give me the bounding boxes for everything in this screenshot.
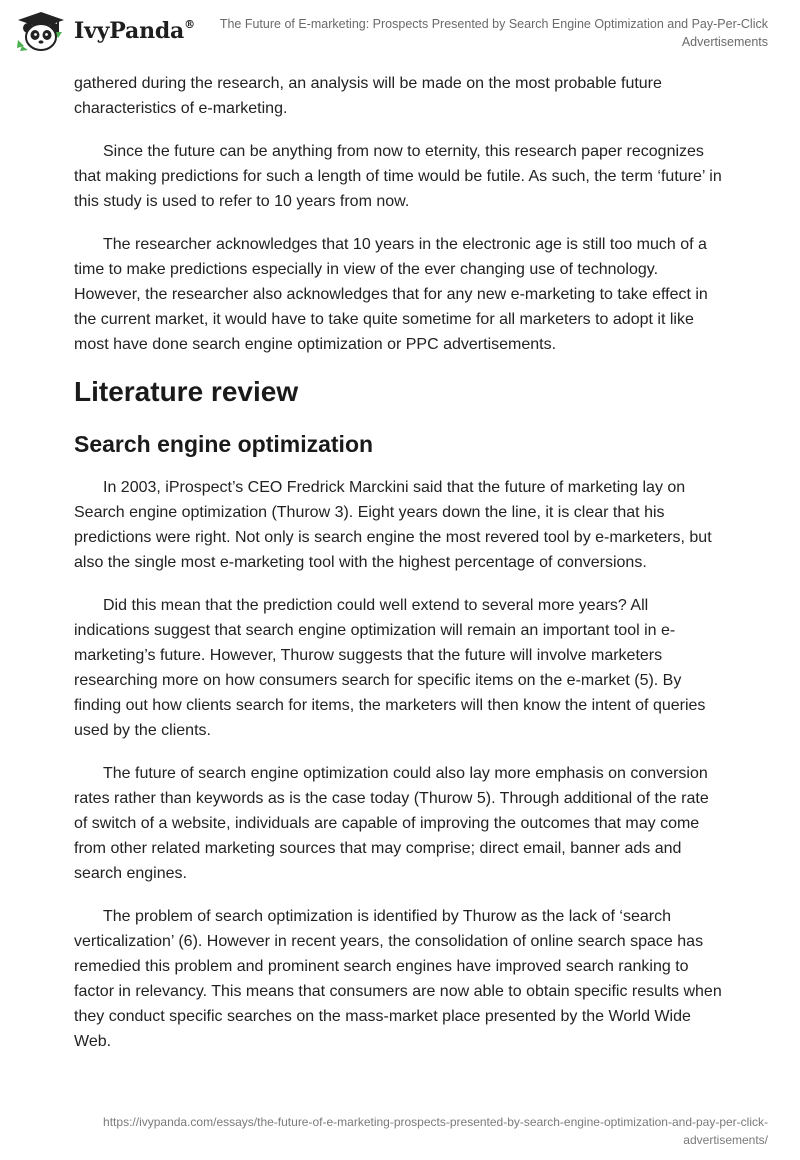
- brand-name: IvyPanda®: [74, 17, 195, 44]
- paragraph-seo-1: In 2003, iProspect’s CEO Fredrick Marckini said that the future of marketing lay on Search engine optimization (Thurow 3). Eight years down the line, it is clear that his predictions were right. Not only is search engine the most revered tool by e-marketers, but also the single most e-marketing tool with the highest percentage of conversions.: [74, 479, 712, 571]
- brand-logo[interactable]: [14, 10, 195, 52]
- heading-search-engine-optimization: Search engine optimization: [74, 431, 374, 457]
- paragraph-researcher: The researcher acknowledges that 10 years in the electronic age is still too much of a time to make predictions especially in view of the ever changing use of technology. However, the researcher also acknowledges that for any new e-marketing to take effect in the current market, it would have to take quite sometime for all marketers to adopt it like most have done search engine optimization or PPC advertisements.: [74, 236, 708, 353]
- page-header: [0, 0, 800, 62]
- panda-logo-icon: [14, 10, 68, 52]
- paragraph-future-definition: Since the future can be anything from now to eternity, this research paper recognizes that making predictions for such a length of time would be futile. As such, the term ‘future’ in this study is used to refer to 10 years from now.: [74, 143, 722, 210]
- document-title: The Future of E-marketing: Prospects Presented by Search Engine Optimization and Pay-Per-Click Advertisements: [219, 17, 768, 49]
- article-body: [74, 71, 726, 1072]
- paragraph-seo-2: Did this mean that the prediction could well extend to several more years? All indications suggest that search engine optimization will remain an important tool in e-marketing’s future. However, Thurow suggests that the future will involve marketers researching more on how consumers search for specific items on the e-market (5). By finding out how clients search for items, the marketers will then know the intent of queries used by the clients.: [74, 597, 706, 739]
- heading-literature-review: Literature review: [74, 376, 299, 407]
- paragraph-seo-3: The future of search engine optimization could also lay more emphasis on conversion rates rather than keywords as is the case today (Thurow 5). Through additional of the rate of switch of a website, individuals are capable of improving the outcomes that may come from other related marketing sources that may comprise; direct email, banner ads and search engines.: [74, 765, 709, 882]
- source-url[interactable]: https://ivypanda.com/essays/the-future-of-e-marketing-prospects-presented-by-search-engine-optimization-and-pay-per-click-advertisements/: [103, 1115, 768, 1147]
- paragraph-intro-continued: gathered during the research, an analysis will be made on the most probable future characteristics of e-marketing.: [74, 75, 662, 117]
- paragraph-seo-4: The problem of search optimization is identified by Thurow as the lack of ‘search verticalization’ (6). However in recent years, the consolidation of online search space has remedied this problem and prominent search engines have improved search ranking to factor in relevancy. This means that consumers are now able to obtain specific results when they conduct specific searches on the mass-market place presented by the World Wide Web.: [74, 908, 722, 1050]
